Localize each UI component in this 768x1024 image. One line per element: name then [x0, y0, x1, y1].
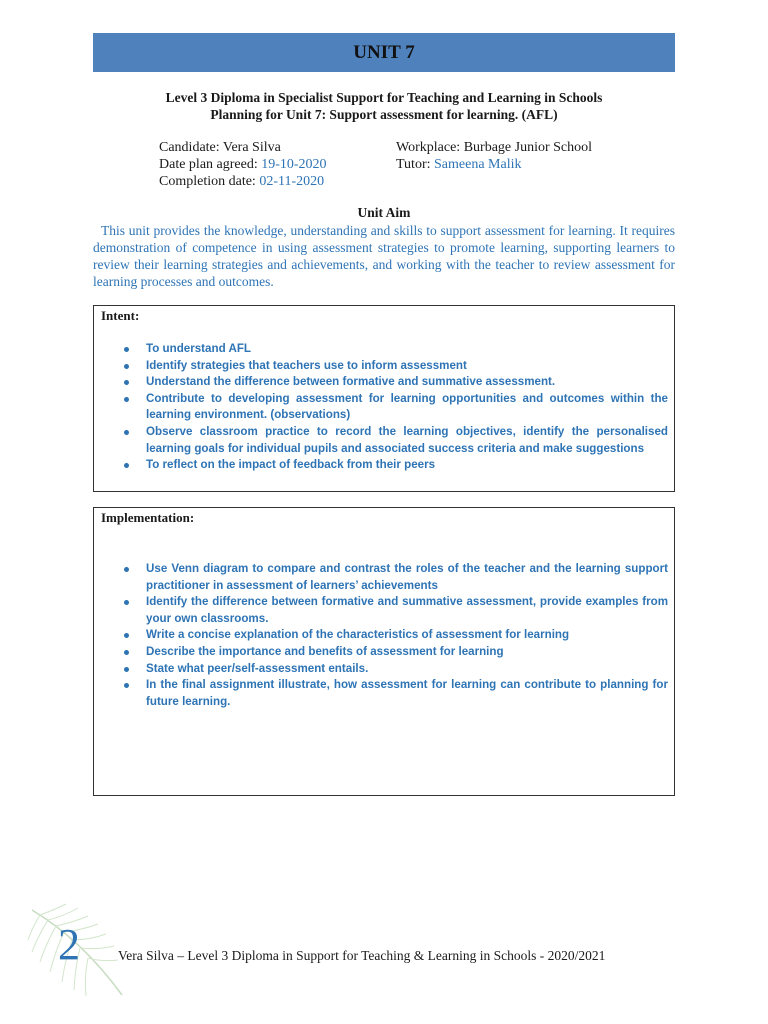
page-number: 2 — [58, 920, 80, 969]
bullet-icon — [124, 633, 129, 638]
date-agreed-row — [159, 156, 327, 173]
tutor-row — [396, 156, 522, 173]
bullet-icon — [124, 380, 129, 385]
bullet-icon — [124, 397, 129, 402]
implementation-item: State what peer/self-assessment entails. — [122, 661, 668, 678]
unit-aim-title: Unit Aim — [357, 205, 411, 220]
date-agreed-value: 19-10-2020 — [261, 157, 327, 172]
intent-item: To reflect on the impact of feedback from their peers — [122, 457, 668, 474]
implementation-box — [93, 507, 675, 796]
intent-item: To understand AFL — [122, 341, 668, 358]
diploma-heading: Level 3 Diploma in Specialist Support for Teaching and Learning in Schools — [165, 90, 603, 105]
implementation-item: Identify the difference between formative and summative assessment, provide examples from your own classrooms. — [122, 594, 668, 627]
workplace-row — [396, 139, 592, 156]
completion-row — [159, 173, 324, 190]
tutor-value: Sameena Malik — [434, 157, 522, 172]
bullet-icon — [124, 430, 129, 435]
completion-label: Completion date: — [159, 174, 260, 189]
bullet-icon — [124, 600, 129, 605]
bullet-icon — [124, 650, 129, 655]
intent-title: Intent: — [101, 308, 140, 323]
bullet-icon — [124, 463, 129, 468]
intent-item: Contribute to developing assessment for learning opportunities and outcomes within the learning environment. (observations) — [122, 391, 668, 424]
completion-value: 02-11-2020 — [259, 174, 325, 189]
intent-list — [122, 341, 668, 474]
workplace-label: Workplace: — [396, 140, 464, 155]
intent-box — [93, 305, 675, 492]
bullet-icon — [124, 683, 129, 688]
implementation-list — [122, 561, 668, 710]
implementation-item: Describe the importance and benefits of assessment for learning — [122, 644, 668, 661]
bullet-icon — [124, 347, 129, 352]
footer-text: Vera Silva – Level 3 Diploma in Support for Teaching & Learning in Schools - 2020/2021 — [118, 948, 606, 963]
implementation-title: Implementation: — [101, 510, 195, 525]
candidate-row — [159, 139, 281, 156]
bullet-icon — [124, 667, 129, 672]
intent-item: Identify strategies that teachers use to inform assessment — [122, 358, 668, 375]
bullet-icon — [124, 567, 129, 572]
unit-aim-text: This unit provides the knowledge, understanding and skills to support assessment for learning. It requires demonstration of competence in using assessment strategies to promote learning, supporting learners to review their learning strategies and achievements, and working with the teacher to review assessment for learning processes and outcomes. — [93, 223, 675, 289]
intent-item: Understand the difference between formative and summative assessment. — [122, 374, 668, 391]
bullet-icon — [124, 364, 129, 369]
unit-title: UNIT 7 — [353, 41, 415, 63]
candidate-value: Vera Silva — [222, 140, 281, 155]
planning-heading: Planning for Unit 7: Support assessment for learning. (AFL) — [210, 107, 558, 122]
candidate-label: Candidate: — [159, 140, 223, 155]
workplace-value: Burbage Junior School — [463, 140, 593, 155]
unit-banner — [93, 33, 675, 72]
implementation-item: In the final assignment illustrate, how assessment for learning can contribute to planning for future learning. — [122, 677, 668, 710]
implementation-item: Write a concise explanation of the characteristics of assessment for learning — [122, 627, 668, 644]
intent-item: Observe classroom practice to record the learning objectives, identify the personalised learning goals for individual pupils and associated success criteria and make suggestions — [122, 424, 668, 457]
date-agreed-label: Date plan agreed: — [159, 157, 262, 172]
tutor-label: Tutor: — [396, 157, 435, 172]
implementation-item: Use Venn diagram to compare and contrast the roles of the teacher and the learning support practitioner in assessment of learners’ achievements — [122, 561, 668, 594]
